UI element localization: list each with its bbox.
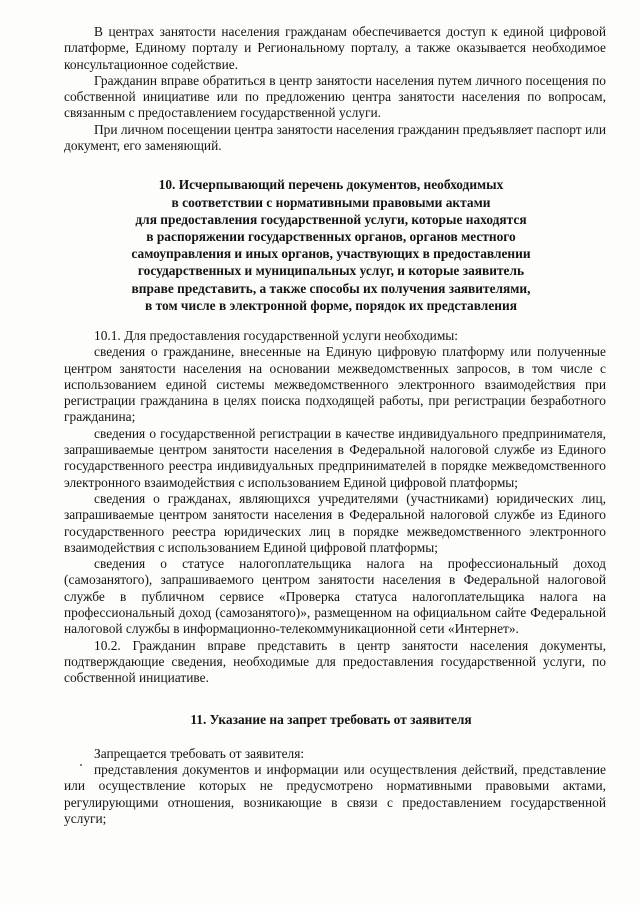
clause-10-2: 10.2. Гражданин вправе представить в центр занятости населения документы, подтверждающие сведения, необходимые для предоставления государственной услуги, по собственной инициативе. <box>64 637 606 686</box>
section-10-heading <box>64 176 606 314</box>
heading-line: в соответствии с нормативными правовыми актами <box>171 194 491 210</box>
intro-paragraph: Гражданин вправе обратиться в центр занятости населения путем личного посещения по собственной инициативе или по предложению центра занятости населения по вопросам, связанным с предоставлением государственной услуги. <box>64 72 606 121</box>
list-item-paragraph: сведения о гражданине, внесенные на Единую цифровую платформу или полученные центром занятости населения на основании межведомственных запросов, в том числе с использованием единой системы межведомственного электронного взаимодействия при регистрации гражданина в целях поиска подходящей работы, при регистрации безработного гражданина; <box>64 344 606 425</box>
heading-line: вправе представить, а также способы их получения заявителями, <box>131 280 531 296</box>
heading-line: в распоряжении государственных органов, органов местного <box>146 228 516 244</box>
heading-line: для предоставления государственной услуги, которые находятся <box>135 211 527 227</box>
list-item-paragraph: сведения о гражданах, являющихся учредителями (участниками) юридических лиц, запрашиваемые центром занятости населения в Федеральной налоговой службе из Единого государственного реестра юридических лиц в порядке межведомственного электронного взаимодействия с использованием Единой цифровой платформы; <box>64 490 606 555</box>
heading-line: 10. Исчерпывающий перечень документов, необходимых <box>158 177 504 193</box>
clause-10-1: 10.1. Для предоставления государственной услуги необходимы: <box>94 328 459 343</box>
list-item-paragraph: сведения о государственной регистрации в качестве индивидуального предпринимателя, запрашиваемые центром занятости населения в Федеральной налоговой службе из Единого государственного реестра индивидуальных предпринимателей в порядке межведомственного электронного взаимодействия с использованием Единой цифровой платформы; <box>64 425 606 490</box>
heading-line: в том числе в электронной форме, порядок их представления <box>145 297 517 313</box>
list-item-paragraph: сведения о статусе налогоплательщика налога на профессиональный доход (самозанятого), запрашиваемого центром занятости населения в Федеральной налоговой службе в публичном сервисе «Проверка статуса налогоплательщика налога на профессиональный доход (самозанятого)», размещенном на официальном сайте Федеральной налоговой службы в информационно-телекоммуникационной сети «Интернет». <box>64 556 606 637</box>
section-11-heading: 11. Указание на запрет требовать от заявителя <box>190 711 472 727</box>
list-item-paragraph: представления документов и информации или осуществления действий, представление или осуществление которых не предусмотрено нормативными правовыми актами, регулирующими отношения, возникающие в связи с предоставлением государственной услуги; <box>64 762 606 826</box>
scan-speck <box>80 764 82 766</box>
section-11-intro: Запрещается требовать от заявителя: <box>94 745 305 761</box>
intro-paragraph: При личном посещении центра занятости населения гражданин предъявляет паспорт или документ, его заменяющий. <box>64 121 606 154</box>
heading-line: государственных и муниципальных услуг, и которые заявитель <box>137 263 525 279</box>
intro-paragraph: В центрах занятости населения гражданам обеспечивается доступ к единой цифровой платформе, Единому порталу и Региональному порталу, а также оказывается необходимое консультационное содействие. <box>64 24 606 72</box>
heading-line: самоуправления и иных органов, участвующих в предоставлении <box>131 246 531 262</box>
